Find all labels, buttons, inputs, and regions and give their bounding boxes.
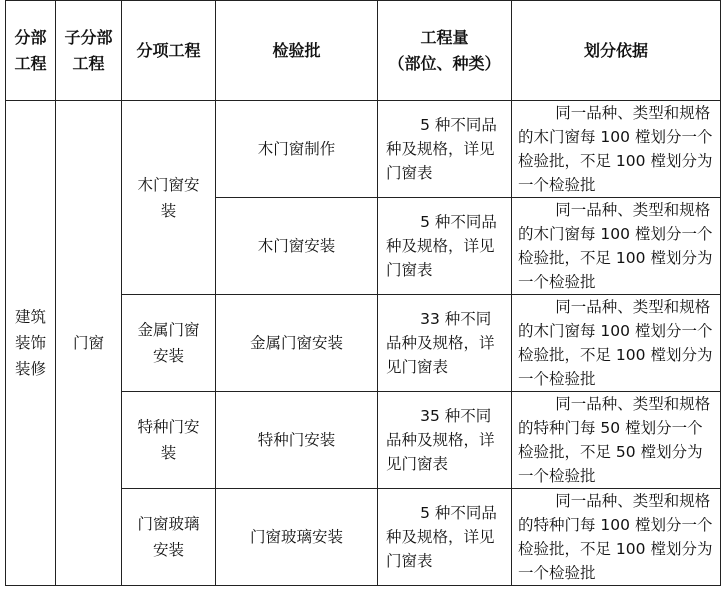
division-cell: 建筑 装饰 装修 [6, 101, 56, 586]
document-table-container [5, 0, 724, 593]
item-cell: 特种门安 装 [122, 392, 216, 489]
quantity-cell: 5 种不同品 种及规格，详见 门窗表 [378, 489, 512, 586]
basis-cell: 同一品种、类型和规格的木门窗每 100 樘划分一个检验批，不足 100 樘划分为一个检验批 [512, 198, 721, 295]
basis-cell: 同一品种、类型和规格的特种门每 50 樘划分一个检验批，不足 50 樘划分为一个检验批 [512, 392, 721, 489]
lot-cell: 特种门安装 [216, 392, 378, 489]
item-cell: 金属门窗 安装 [122, 295, 216, 392]
header-basis: 划分依据 [512, 1, 721, 101]
quantity-cell: 5 种不同品 种及规格，详见 门窗表 [378, 101, 512, 198]
item-cell: 木门窗安 装 [122, 101, 216, 295]
basis-cell: 同一品种、类型和规格的木门窗每 100 樘划分一个检验批，不足 100 樘划分为一个检验批 [512, 295, 721, 392]
table-row [6, 101, 721, 198]
header-division: 分部 工程 [6, 1, 56, 101]
header-inspection-lot: 检验批 [216, 1, 378, 101]
quantity-cell: 35 种不同 品种及规格，详 见门窗表 [378, 392, 512, 489]
header-subdivision: 子分部 工程 [56, 1, 122, 101]
quantity-cell: 33 种不同 品种及规格，详 见门窗表 [378, 295, 512, 392]
quantity-cell: 5 种不同品 种及规格，详见 门窗表 [378, 198, 512, 295]
lot-cell: 门窗玻璃安装 [216, 489, 378, 586]
lot-cell: 金属门窗安装 [216, 295, 378, 392]
lot-cell: 木门窗安装 [216, 198, 378, 295]
subdivision-cell: 门窗 [56, 101, 122, 586]
item-cell: 门窗玻璃 安装 [122, 489, 216, 586]
header-item: 分项工程 [122, 1, 216, 101]
basis-cell: 同一品种、类型和规格的特种门每 100 樘划分一个检验批，不足 100 樘划分为一个检验批 [512, 489, 721, 586]
header-quantity: 工程量 （部位、种类） [378, 1, 512, 101]
basis-cell: 同一品种、类型和规格的木门窗每 100 樘划分一个检验批，不足 100 樘划分为一个检验批 [512, 101, 721, 198]
inspection-lot-table [5, 0, 721, 586]
lot-cell: 木门窗制作 [216, 101, 378, 198]
header-row [6, 1, 721, 101]
